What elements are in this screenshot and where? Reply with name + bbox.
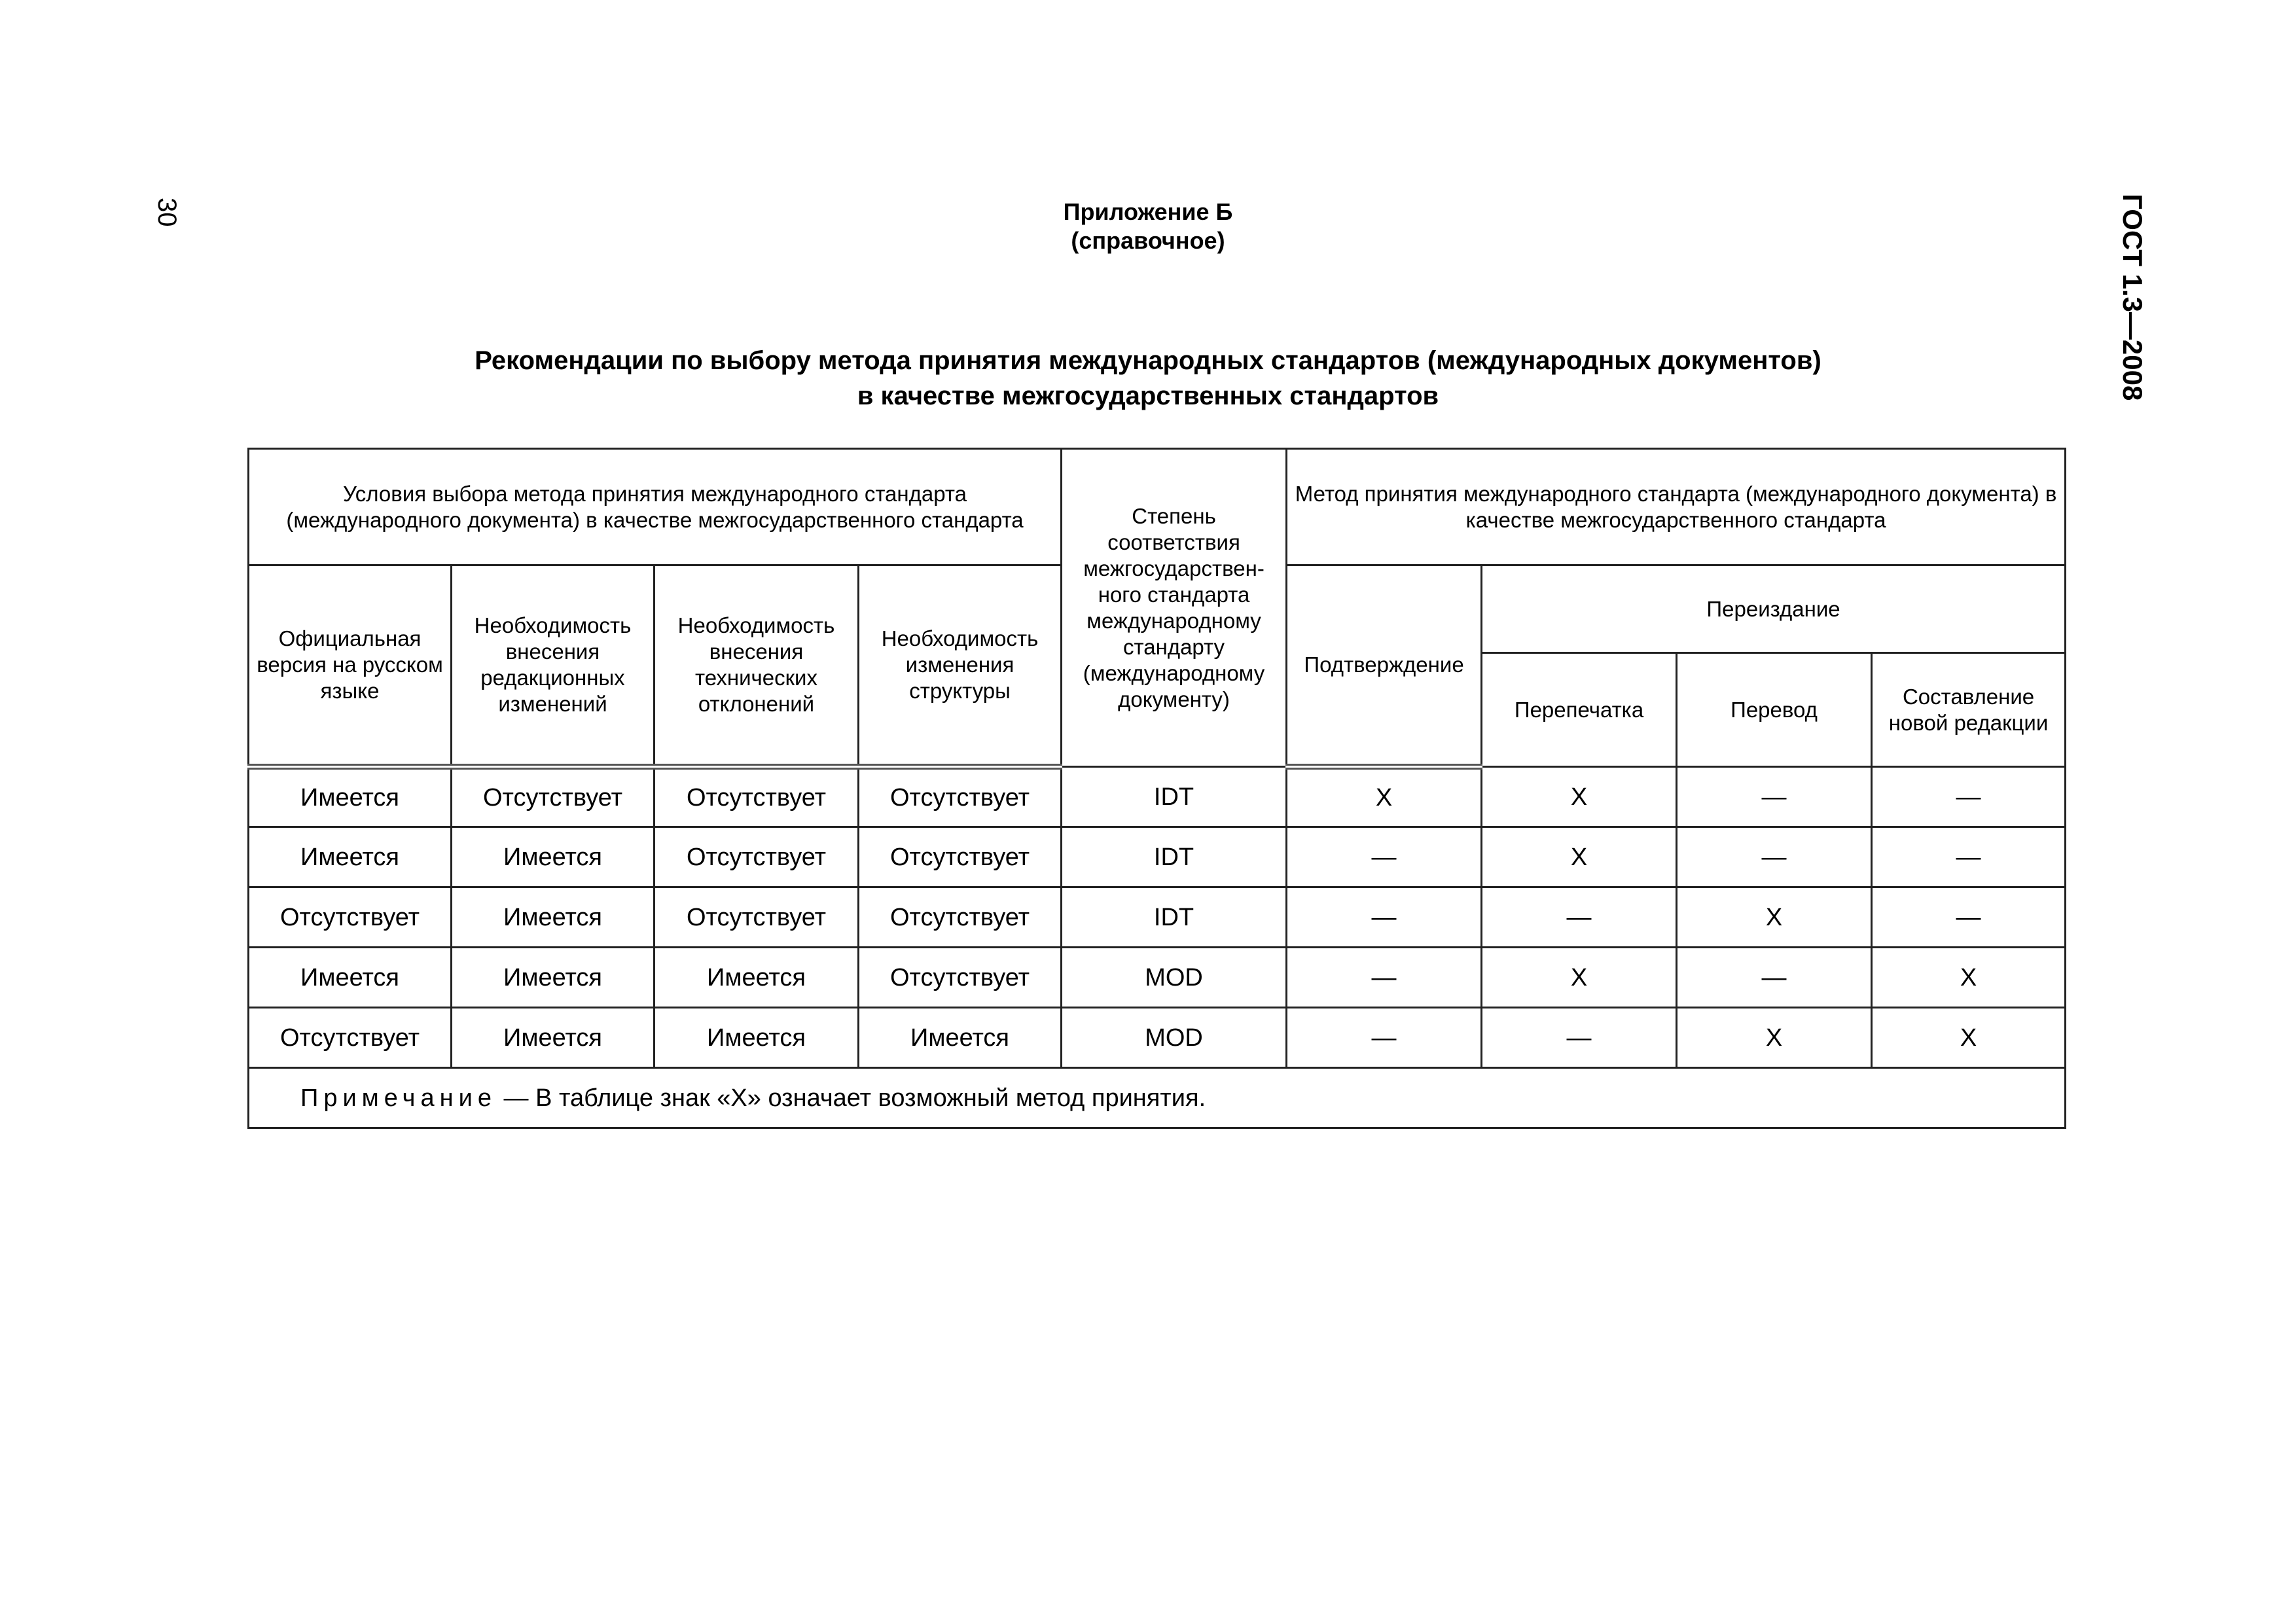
cell-confirmation: X [1287,767,1482,827]
table-row [249,948,2066,1008]
cell-reprint: X [1482,948,1677,1008]
cell-technical: Отсутствует [655,827,859,887]
header-confirmation: Подтверждение [1287,565,1482,767]
header-translation: Перевод [1677,653,1872,767]
table-note [249,1068,2066,1128]
adoption-method-table [247,448,2066,1129]
note-label: Примечание [300,1084,497,1112]
cell-editorial: Имеется [452,1008,655,1068]
cell-confirmation: — [1287,827,1482,887]
table-row [249,887,2066,948]
document-title [0,343,2296,414]
cell-reprint: — [1482,887,1677,948]
cell-translation: — [1677,948,1872,1008]
cell-reprint: X [1482,767,1677,827]
table-row [249,767,2066,827]
cell-editorial: Имеется [452,887,655,948]
cell-new-edition: — [1872,827,2066,887]
cell-confirmation: — [1287,948,1482,1008]
header-structure-change: Необходимость изменения структуры [859,565,1062,767]
header-conditions-group: Условия выбора метода принятия международного стандарта (международного документа) в качестве межгосударственного стандарта [249,449,1062,565]
cell-confirmation: — [1287,1008,1482,1068]
appendix-heading [0,198,2296,255]
header-reissue-group: Переиздание [1482,565,2066,653]
cell-technical: Имеется [655,948,859,1008]
header-reprint: Перепечатка [1482,653,1677,767]
cell-new-edition: — [1872,767,2066,827]
cell-translation: X [1677,887,1872,948]
cell-editorial: Имеется [452,827,655,887]
table-row [249,1008,2066,1068]
cell-degree: IDT [1062,887,1287,948]
header-official-version: Официальная версия на русском языке [249,565,452,767]
cell-official: Имеется [249,948,452,1008]
cell-degree: MOD [1062,948,1287,1008]
cell-structure: Имеется [859,1008,1062,1068]
cell-confirmation: — [1287,887,1482,948]
cell-reprint: — [1482,1008,1677,1068]
cell-technical: Имеется [655,1008,859,1068]
cell-degree: MOD [1062,1008,1287,1068]
cell-structure: Отсутствует [859,767,1062,827]
document-code: ГОСТ 1.3—2008 [2117,194,2148,401]
appendix-type: (справочное) [1071,227,1225,254]
cell-official: Отсутствует [249,887,452,948]
header-new-edition: Составление новой редакции [1872,653,2066,767]
title-line-1: Рекомендации по выбору метода принятия международных стандартов (международных документов) [475,346,1821,375]
appendix-label: Приложение Б [1063,198,1233,225]
cell-structure: Отсутствует [859,827,1062,887]
cell-editorial: Имеется [452,948,655,1008]
table-row [249,827,2066,887]
cell-structure: Отсутствует [859,948,1062,1008]
cell-translation: X [1677,1008,1872,1068]
cell-degree: IDT [1062,827,1287,887]
cell-editorial: Отсутствует [452,767,655,827]
note-text: — В таблице знак «X» означает возможный метод принятия. [496,1084,1206,1112]
cell-reprint: X [1482,827,1677,887]
cell-translation: — [1677,827,1872,887]
cell-official: Имеется [249,767,452,827]
header-method-group: Метод принятия международного стандарта (международного документа) в качестве межгосударственного стандарта [1287,449,2066,565]
header-degree: Степень соответствия межгосударствен-ного стандарта международному стандарту (международному документу) [1062,449,1287,767]
cell-translation: — [1677,767,1872,827]
header-editorial-changes: Необходимость внесения редакционных изменений [452,565,655,767]
title-line-2: в качестве межгосударственных стандартов [857,382,1439,410]
cell-technical: Отсутствует [655,767,859,827]
cell-official: Имеется [249,827,452,887]
cell-degree: IDT [1062,767,1287,827]
cell-official: Отсутствует [249,1008,452,1068]
page-number: 30 [152,198,181,227]
cell-new-edition: — [1872,887,2066,948]
cell-new-edition: X [1872,948,2066,1008]
cell-technical: Отсутствует [655,887,859,948]
header-technical-deviations: Необходимость внесения технических отклонений [655,565,859,767]
cell-structure: Отсутствует [859,887,1062,948]
cell-new-edition: X [1872,1008,2066,1068]
